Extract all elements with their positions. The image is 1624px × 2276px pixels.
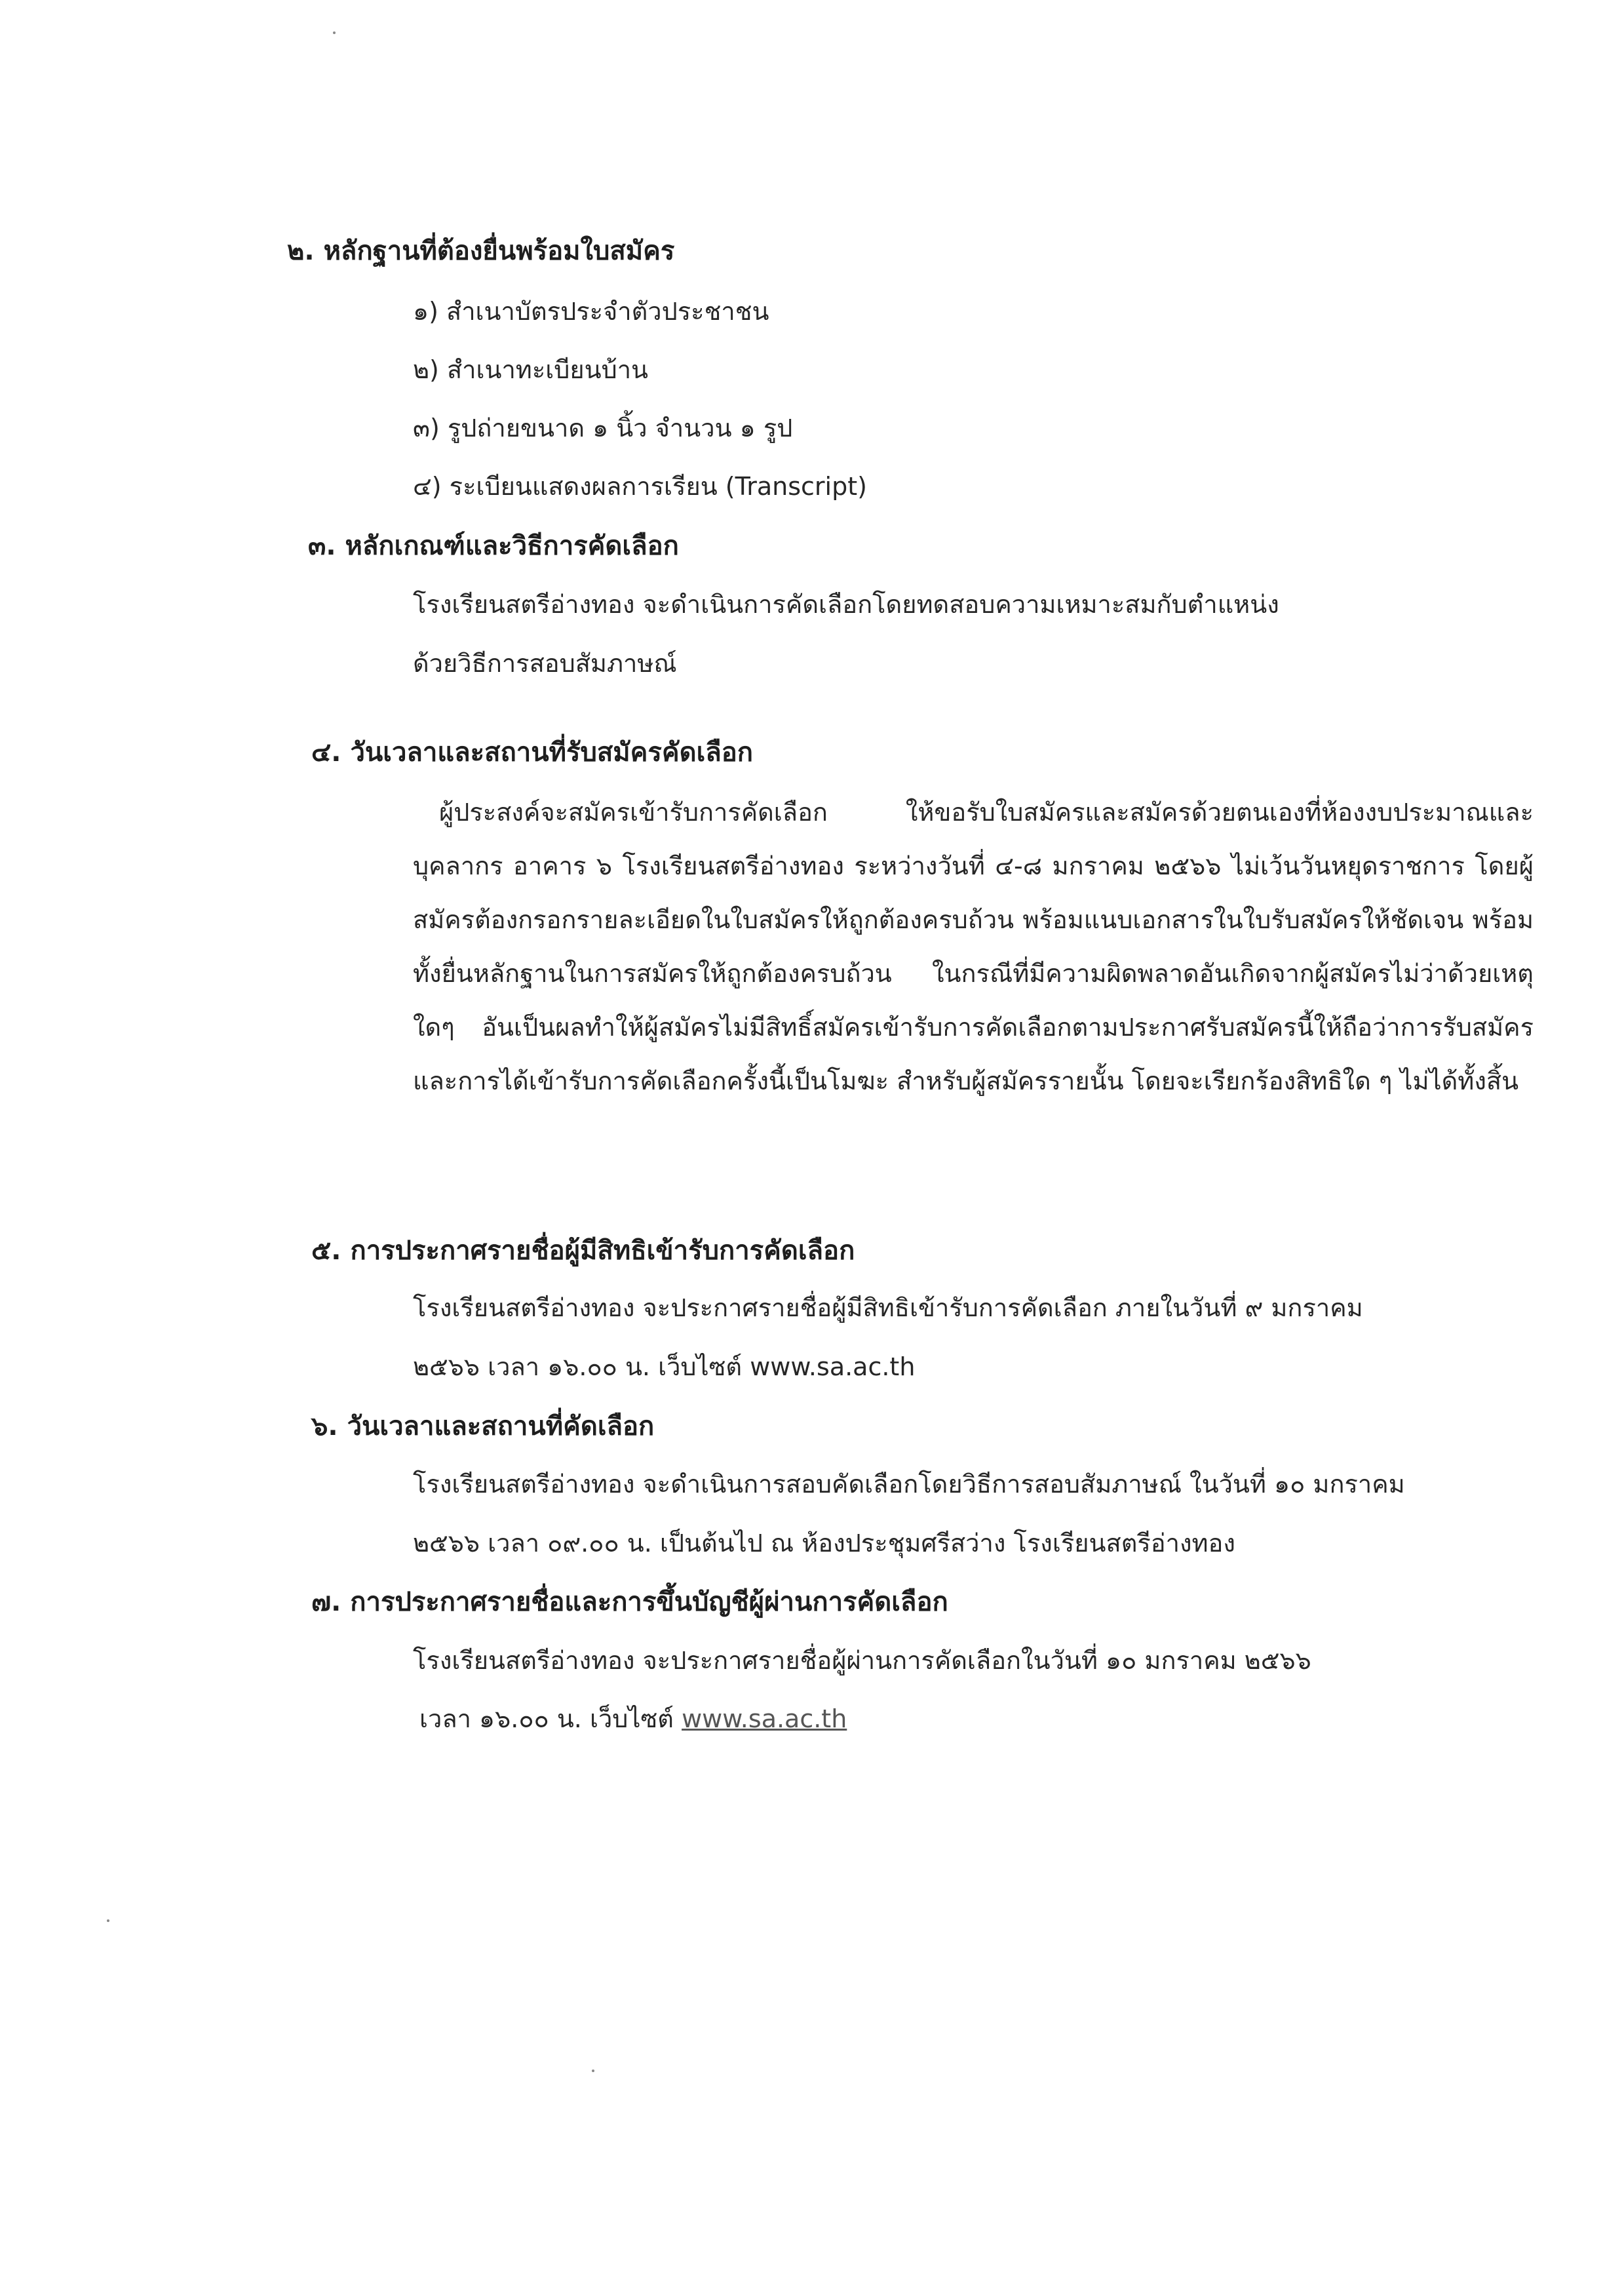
section-5-title: การประกาศรายชื่อผู้มีสิทธิเข้ารับการคัดเลือก [350,1236,855,1266]
section-7-heading [311,1584,948,1620]
section-7-number: ๗. [311,1587,341,1617]
section-3-title: หลักเกณฑ์และวิธีการคัดเลือก [345,531,679,561]
section-6-line-2: ๒๕๖๖ เวลา ๐๙.๐๐ น. เป็นต้นไป ณ ห้องประชุมศรีสว่าง โรงเรียนสตรีอ่างทอง [413,1529,1235,1558]
section-2-item-2: ๒) สำเนาทะเบียนบ้าน [413,355,649,384]
section-4-paragraph [413,785,1534,1108]
section-2-item-1: ๑) สำเนาบัตรประจำตัวประชาชน [413,297,769,326]
scan-speck [592,2070,594,2072]
section-6-heading [311,1408,654,1445]
section-7-line-2 [419,1701,847,1736]
scan-speck [333,31,336,34]
section-2-item-4: ๔) ระเบียนแสดงผลการเรียน (Transcript) [413,472,867,501]
section-3-line-2: ด้วยวิธีการสอบสัมภาษณ์ [413,649,677,678]
section-7-line-1: โรงเรียนสตรีอ่างทอง จะประกาศรายชื่อผู้ผ่านการคัดเลือกในวันที่ ๑๐ มกราคม ๒๕๖๖ [413,1646,1311,1675]
section-4-body: ผู้ประสงค์จะสมัครเข้ารับการคัดเลือก ให้ขอรับใบสมัครและสมัครด้วยตนเองที่ห้องงบประมาณและบุคลากร อาคาร ๖ โรงเรียนสตรีอ่างทอง ระหว่างวันที่ ๔-๘ มกราคม ๒๕๖๖ ไม่เว้นวันหยุดราชการ โดยผู้สมัครต้องกรอกรายละเอียดในใบสมัครให้ถูกต้องครบถ้วน พร้อมแนบเอกสารในใบรับสมัครให้ชัดเจน พร้อมทั้งยื่นหลักฐานในการสมัครให้ถูกต้องครบถ้วน ในกรณีที่มีความผิดพลาดอันเกิดจากผู้สมัครไม่ว่าด้วยเหตุใดๆ อันเป็นผลทำให้ผู้สมัครไม่มีสิทธิ์สมัครเข้ารับการคัดเลือกตามประกาศรับสมัครนี้ให้ถือว่าการรับสมัครและการได้เข้ารับการคัดเลือกครั้งนี้เป็นโมฆะ สำหรับผู้สมัครรายนั้น โดยจะเรียกร้องสิทธิใด ๆ ไม่ได้ทั้งสิ้น [413,798,1534,1095]
section-4-title: วันเวลาและสถานที่รับสมัครคัดเลือก [350,737,754,768]
section-7-line-2-prefix: เวลา ๑๖.๐๐ น. เว็บไซต์ [419,1704,682,1733]
section-5-number: ๕. [311,1236,341,1266]
section-3-number: ๓. [308,531,336,561]
section-5-line-1: โรงเรียนสตรีอ่างทอง จะประกาศรายชื่อผู้มีสิทธิเข้ารับการคัดเลือก ภายในวันที่ ๙ มกราคม [413,1293,1363,1322]
section-7-title: การประกาศรายชื่อและการขึ้นบัญชีผู้ผ่านการคัดเลือก [350,1587,948,1617]
section-6-number: ๖. [311,1411,338,1442]
scan-speck [107,1919,109,1922]
section-6-title: วันเวลาและสถานที่คัดเลือก [347,1411,655,1442]
section-3-line-1: โรงเรียนสตรีอ่างทอง จะดำเนินการคัดเลือกโดยทดสอบความเหมาะสมกับตำแหน่ง [413,590,1279,619]
section-6-line-1: โรงเรียนสตรีอ่างทอง จะดำเนินการสอบคัดเลือกโดยวิธีการสอบสัมภาษณ์ ในวันที่ ๑๐ มกราคม [413,1470,1405,1499]
section-3-heading [308,528,679,564]
section-5-line-2: ๒๕๖๖ เวลา ๑๖.๐๐ น. เว็บไซต์ www.sa.ac.th [413,1352,916,1381]
section-4-number: ๔. [311,737,341,768]
section-2-heading [287,233,674,269]
section-2-item-3: ๓) รูปถ่ายขนาด ๑ นิ้ว จำนวน ๑ รูป [413,414,793,442]
website-link[interactable]: www.sa.ac.th [682,1704,847,1733]
section-2-title: หลักฐานที่ต้องยื่นพร้อมใบสมัคร [323,236,675,266]
section-2-number: ๒. [287,236,315,266]
section-4-heading [311,734,753,771]
section-5-heading [311,1232,855,1269]
